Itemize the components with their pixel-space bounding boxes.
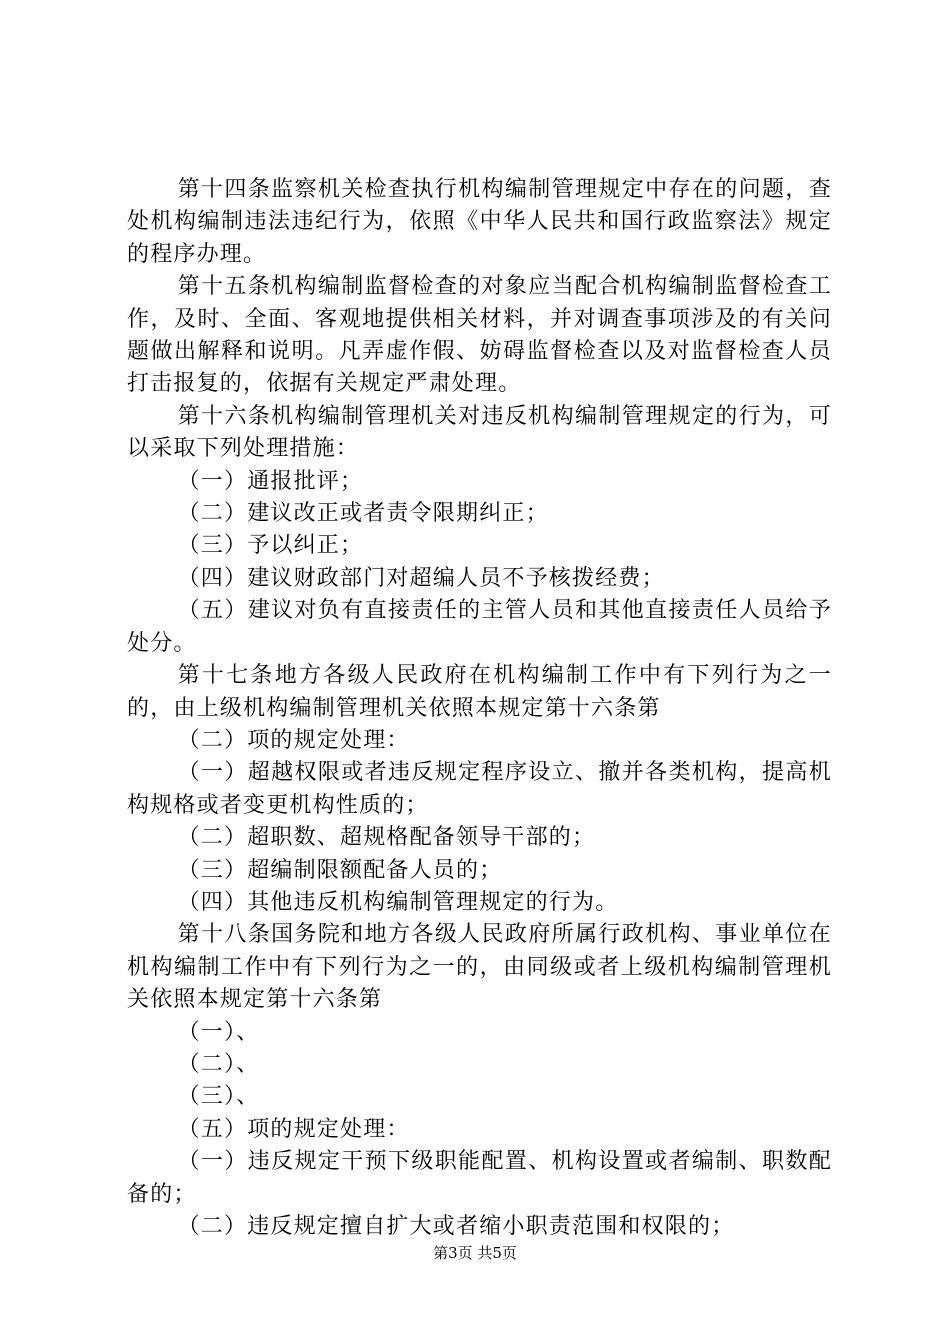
document-body bbox=[127, 174, 832, 1243]
list-item: （一）超越权限或者违反规定程序设立、撤并各类机构，提高机构规格或者变更机构性质的； bbox=[127, 760, 832, 818]
list-item: （二）建议改正或者责令限期纠正； bbox=[177, 501, 549, 527]
list-item: （五）建议对负有直接责任的主管人员和其他直接责任人员给予处分。 bbox=[127, 598, 832, 656]
paragraph-article-15: 第十五条机构编制监督检查的对象应当配合机构编制监督检查工作，及时、全面、客观地提供相关材料，并对调查事项涉及的有关问题做出解释和说明。凡弄虚作假、妨碍监督检查以及对监督检查人员打击报复的，依据有关规定严肃处理。 bbox=[127, 274, 832, 397]
page-number-label: 第3页 共5页 bbox=[433, 1244, 517, 1262]
list-item: （二）违反规定擅自扩大或者缩小职责范围和权限的； bbox=[177, 1214, 735, 1239]
list-item: （一）通报批评； bbox=[177, 468, 364, 494]
list-item: （五）项的规定处理： bbox=[177, 1116, 410, 1142]
list-item: （四）其他违反机构编制管理规定的行为。 bbox=[177, 889, 619, 915]
list-item: （二）项的规定处理： bbox=[177, 727, 410, 753]
list-item: （一）、 bbox=[177, 1019, 260, 1045]
list-item: （四）建议财政部门对超编人员不予核拨经费； bbox=[177, 565, 665, 591]
paragraph-article-14: 第十四条监察机关检查执行机构编制管理规定中存在的问题，查处机构编制违法违纪行为，依照《中华人民共和国行政监察法》规定的程序办理。 bbox=[127, 177, 832, 267]
page-footer bbox=[0, 1242, 950, 1263]
paragraph-article-18: 第十八条国务院和地方各级人民政府所属行政机构、事业单位在机构编制工作中有下列行为之一的，由同级或者上级机构编制管理机关依照本规定第十六条第 bbox=[127, 922, 832, 1013]
list-item: （三）超编制限额配备人员的； bbox=[177, 857, 503, 883]
list-item: （一）违反规定干预下级职能配置、机构设置或者编制、职数配备的； bbox=[127, 1149, 832, 1207]
paragraph-article-17: 第十七条地方各级人民政府在机构编制工作中有下列行为之一的，由上级机构编制管理机关依照本规定第十六条第 bbox=[127, 663, 832, 721]
list-item: （三）、 bbox=[177, 1084, 260, 1110]
list-item: （二）、 bbox=[177, 1051, 260, 1077]
list-item: （三）予以纠正； bbox=[177, 533, 364, 559]
list-item: （二）超职数、超规格配备领导干部的； bbox=[177, 825, 596, 851]
paragraph-article-16: 第十六条机构编制管理机关对违反机构编制管理规定的行为，可以采取下列处理措施： bbox=[127, 403, 832, 462]
